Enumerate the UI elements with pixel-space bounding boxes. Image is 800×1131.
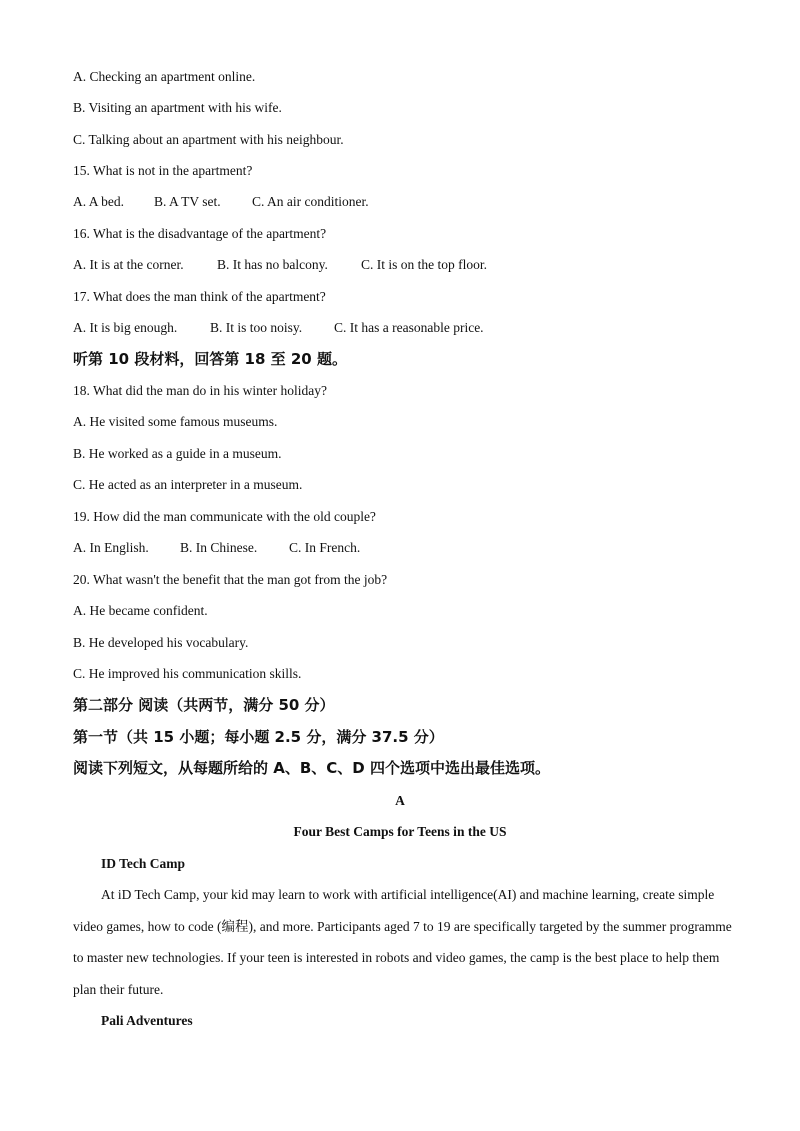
- q19-options: [73, 539, 360, 557]
- q14-option-b: B. Visiting an apartment with his wife.: [73, 100, 282, 115]
- reading-instructions: 阅读下列短文，从每题所给的 A、B、C、D 四个选项中选出最佳选项。: [73, 759, 550, 777]
- section-10-header: 听第 10 段材料，回答第 18 至 20 题。: [73, 350, 347, 368]
- q18-option-c: C. He acted as an interpreter in a museum.: [73, 477, 303, 492]
- q17-option-a: A. It is big enough.: [73, 320, 178, 335]
- q20-option-c: C. He improved his communication skills.: [73, 666, 302, 681]
- passage-title: Four Best Camps for Teens in the US: [293, 824, 507, 839]
- camp-1-paragraph: At iD Tech Camp, your kid may learn to work with artificial intelligence(AI) and machine learning, create simple video games, how to code (编程), and more. Participants aged 7 to 19 are specifically targeted by the summer programme to master new technologies. If your teen is interested in robots and video games, the camp is the best place to help them plan their future.: [73, 887, 732, 997]
- q15-question: 15. What is not in the apartment?: [73, 163, 253, 178]
- q19-question: 19. How did the man communicate with the old couple?: [73, 509, 376, 524]
- part-2-title: 第二部分 阅读（共两节，满分 50 分）: [73, 696, 335, 714]
- section-1-title: 第一节（共 15 小题；每小题 2.5 分，满分 37.5 分）: [73, 728, 444, 746]
- passage-letter: A: [395, 793, 405, 808]
- q16-option-b: B. It has no balcony.: [217, 257, 328, 272]
- camp-2-heading: Pali Adventures: [101, 1013, 193, 1028]
- q20-option-b: B. He developed his vocabulary.: [73, 635, 249, 650]
- q15-option-a: A. A bed.: [73, 194, 125, 209]
- camp-1-heading: ID Tech Camp: [101, 856, 186, 871]
- q18-option-b: B. He worked as a guide in a museum.: [73, 446, 282, 461]
- q19-option-c: C. In French.: [289, 540, 361, 555]
- q14-option-c: C. Talking about an apartment with his neighbour.: [73, 132, 344, 147]
- q15-options: [73, 193, 369, 211]
- q15-option-c: C. An air conditioner.: [252, 194, 369, 209]
- q16-question: 16. What is the disadvantage of the apartment?: [73, 226, 327, 241]
- q18-option-a: A. He visited some famous museums.: [73, 414, 278, 429]
- q19-option-a: A. In English.: [73, 540, 149, 555]
- q20-question: 20. What wasn't the benefit that the man got from the job?: [73, 572, 388, 587]
- q16-options: [73, 256, 487, 274]
- q17-option-b: B. It is too noisy.: [210, 320, 303, 335]
- q16-option-a: A. It is at the corner.: [73, 257, 184, 272]
- q18-question: 18. What did the man do in his winter holiday?: [73, 383, 327, 398]
- q16-option-c: C. It is on the top floor.: [361, 257, 487, 272]
- q17-question: 17. What does the man think of the apartment?: [73, 289, 326, 304]
- q20-option-a: A. He became confident.: [73, 603, 208, 618]
- q15-option-b: B. A TV set.: [154, 194, 221, 209]
- q17-option-c: C. It has a reasonable price.: [334, 320, 484, 335]
- q19-option-b: B. In Chinese.: [180, 540, 258, 555]
- q17-options: [73, 319, 484, 337]
- q14-option-a: A. Checking an apartment online.: [73, 69, 256, 84]
